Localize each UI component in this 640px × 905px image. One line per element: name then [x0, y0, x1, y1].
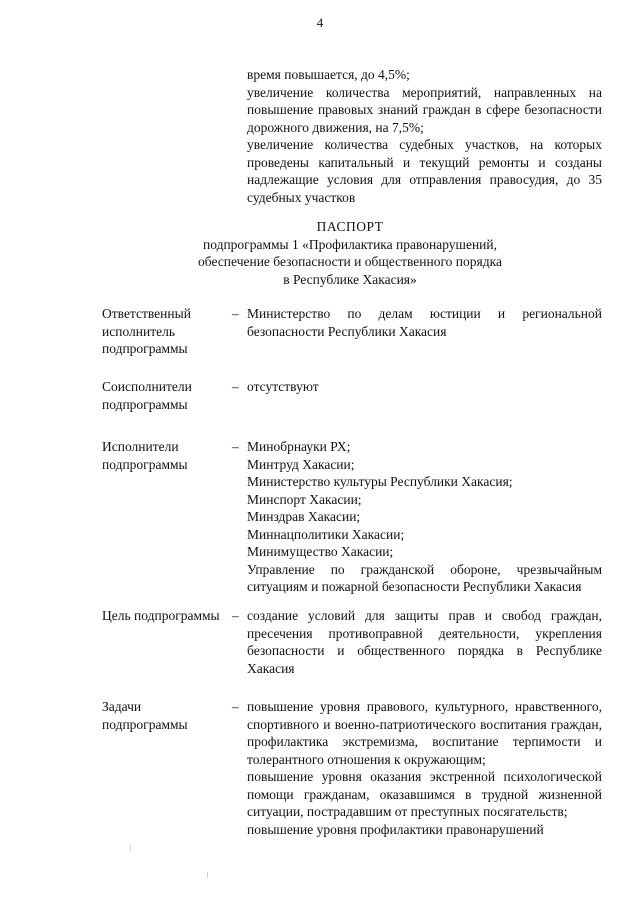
row-item: Минспорт Хакасии; [247, 491, 362, 507]
row-label: Цель подпрограммы [102, 608, 220, 623]
row-dash: – [232, 306, 239, 321]
row-dash: – [232, 608, 239, 623]
row-dash: – [232, 439, 239, 454]
intro-line: увеличение количества судебных участков, на которых проведены капитальный и текущий ремонты и созданы надлежащие условия для отправления правосудия, до 35 судебных участков [247, 137, 602, 205]
row-item: Управление по гражданской обороне, чрезвычайным ситуациям и пожарной безопасности Республики Хакасия [247, 561, 602, 594]
row-item: Минобрнауки РХ; [247, 439, 351, 454]
row-item: Министерство по делам юстиции и региональной безопасности Республики Хакасия [247, 306, 602, 339]
row-item: Минздрав Хакасии; [247, 509, 361, 524]
intro-line: увеличение количества мероприятий, направленных на повышение правовых знаний граждан в сфере безопасности дорожного движения, на 7,5%; [247, 84, 602, 135]
row-item: повышение уровня правового, культурного, нравственного, спортивного и военно-патриотического воспитания граждан, профилактика экстремизма, воспитание терпимости и толерантного отношения к окружающим; [247, 699, 602, 767]
row-dash: – [232, 379, 239, 394]
passport-subtitle-line: в Республике Хакасия» [283, 271, 417, 287]
row-label: Задачи подпрограммы [102, 699, 188, 732]
scan-mark [207, 872, 208, 878]
row-item: Миннацполитики Хакасии; [247, 526, 405, 542]
page-number: 4 [316, 15, 324, 30]
row-content [247, 698, 602, 838]
row-content [247, 378, 602, 396]
row-content [247, 305, 602, 340]
row-label: Соисполнители подпрограммы [102, 379, 192, 412]
row-label: Исполнители подпрограммы [102, 439, 188, 472]
row-item: повышение уровня оказания экстренной психологической помощи гражданам, оказавшимся в трудной жизненной ситуации, пострадавшим от преступных посягательств; [247, 769, 602, 819]
row-item: повышение уровня профилактики правонарушений [247, 821, 544, 837]
passport-subtitle-line: подпрограммы 1 «Профилактика правонарушений, [202, 236, 497, 252]
scan-mark [130, 845, 131, 851]
row-item: Минтруд Хакасии; [247, 456, 355, 472]
row-item: создание условий для защиты прав и свобод граждан, пресечения противоправной деятельности, укрепления безопасности и общественного порядка в Республике Хакасия [247, 608, 602, 676]
row-item: отсутствуют [247, 379, 319, 394]
row-item: Министерство культуры Республики Хакасия; [247, 474, 513, 489]
intro-line: время повышается, до 4,5%; [247, 67, 410, 82]
row-label: Ответственный исполнитель подпрограммы [102, 306, 191, 356]
row-content [247, 607, 602, 677]
row-dash: – [232, 699, 239, 714]
row-item: Минимущество Хакасии; [247, 544, 394, 559]
row-content [247, 438, 602, 596]
passport-heading [130, 218, 570, 288]
passport-title: ПАСПОРТ [316, 219, 384, 234]
passport-subtitle-line: обеспечение безопасности и общественного порядка [198, 254, 502, 269]
intro-text [247, 66, 602, 206]
